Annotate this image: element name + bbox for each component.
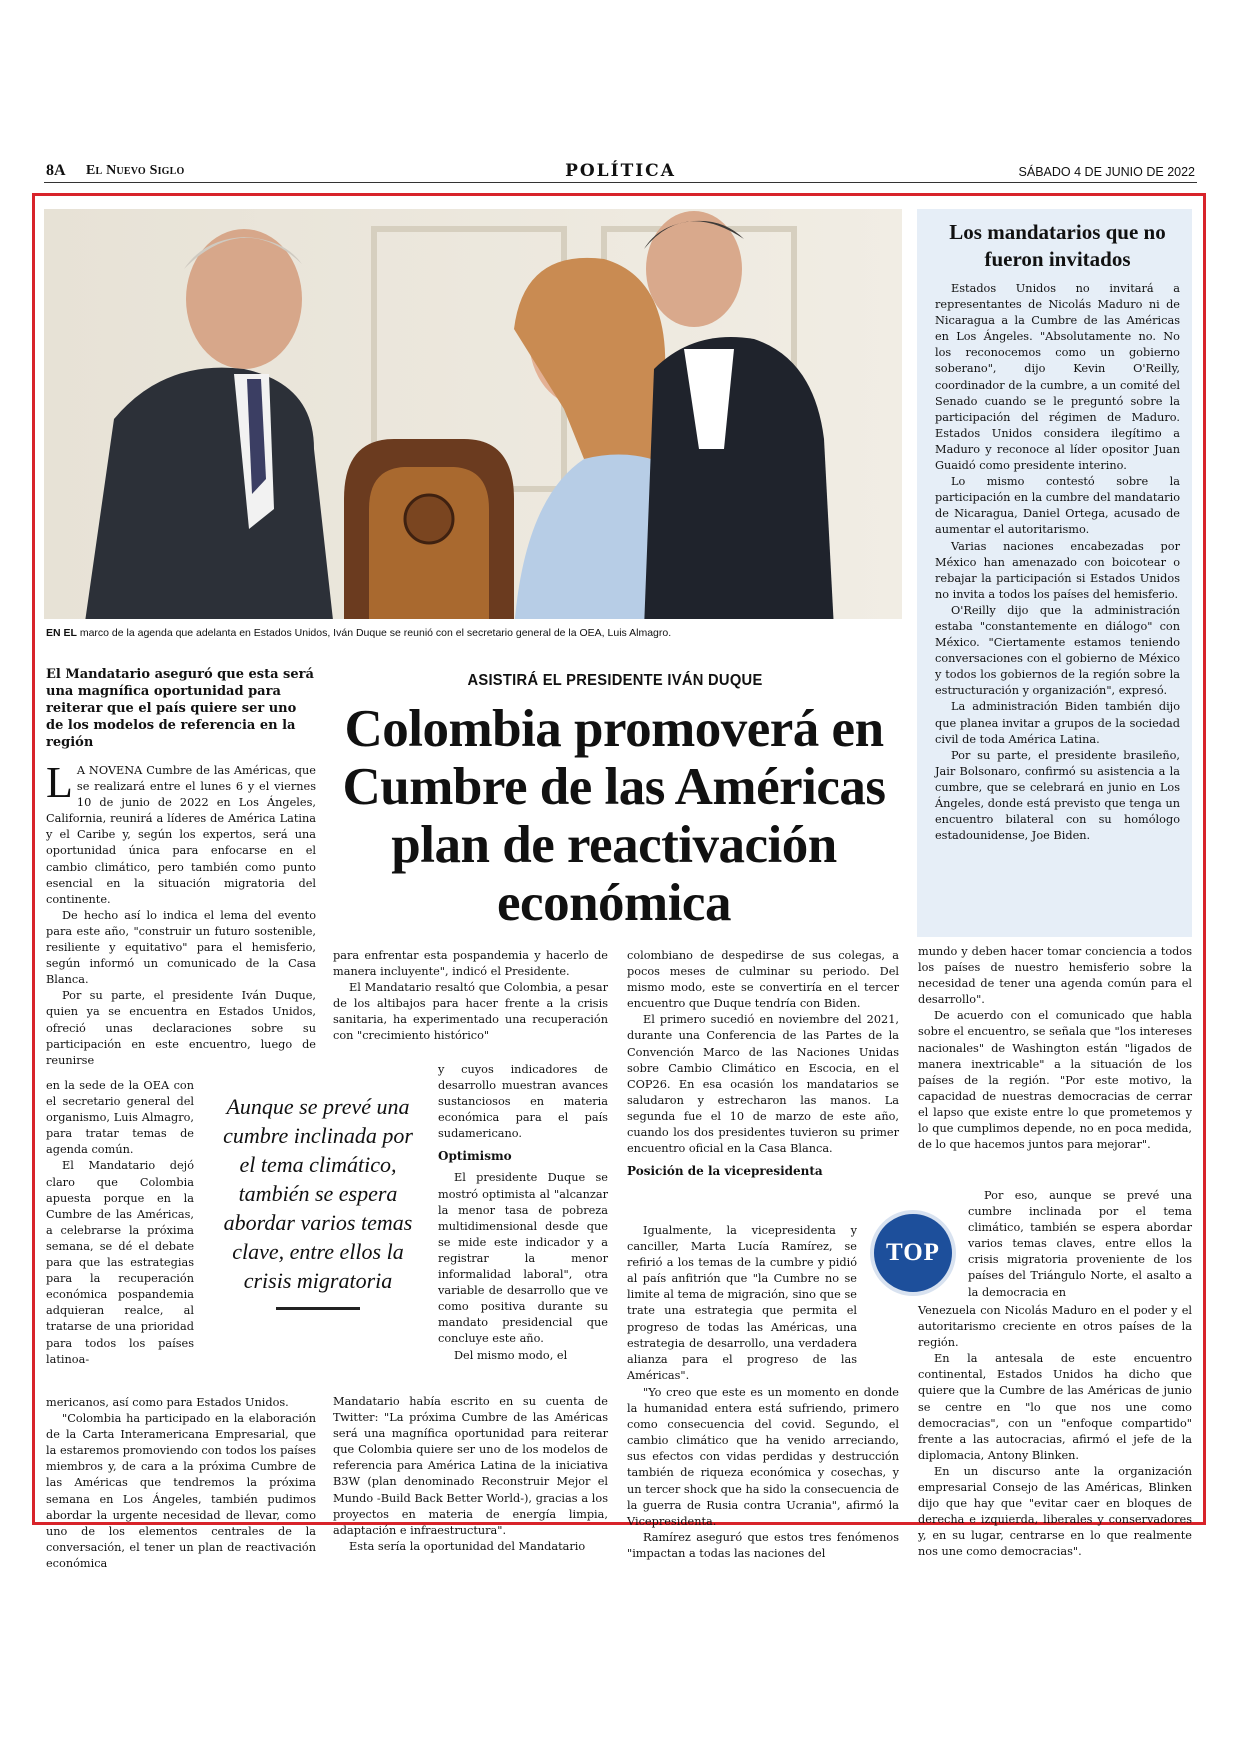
paragraph: colombiano de despedirse de sus colegas, a pocos meses de culminar su periodo. Del mismo modo, este se convertiría en el tercer encuentro que Duque tendría con Biden.	[627, 949, 899, 1011]
pull-quote	[222, 1092, 414, 1310]
column-2-narrow	[438, 1062, 608, 1364]
column-4-top	[918, 944, 1192, 1153]
column-3-top	[627, 948, 899, 1185]
photo-caption	[46, 626, 906, 640]
pull-quote-text: Aunque se prevé una cumbre inclinada por el tema climático, también se espera abordar varios temas clave, entre ellos la crisis migratoria	[223, 1094, 413, 1293]
top-badge: TOP	[870, 1210, 956, 1296]
sidebar-paragraph: Por su parte, el presidente brasileño, Jair Bolsonaro, confirmó su asistencia a la cumbre, que se celebrará en junio en Los Ángeles, donde está previsto que tenga un encuentro bilateral con su homólogo estadounidense, Joe Biden.	[935, 748, 1180, 843]
article-headline: Colombia promoverá en Cumbre de las Américas plan de reactivación económica	[342, 700, 886, 932]
paragraph: En un discurso ante la organización empresarial Consejo de las Américas, Blinken dijo que hay que "evitar caer en bloques de derecha e izquierda, liberales y conservadores y, en su lugar, centrarse en lo que realmente nos une como democracias".	[918, 1464, 1192, 1559]
paragraph: El primero sucedió en noviembre del 2021, durante una Conferencia de las Partes de la Convención Marco de las Naciones Unidas sobre Cambio Climático en Escocia, en el COP26. En esa ocasión los mandatarios se saludaron y estrecharon las manos. La segunda fue el 10 de marzo de este año, cuando los dos presidentes tuvieron su primer encuentro oficial en la Casa Blanca.	[627, 1013, 899, 1156]
sidebar-box	[917, 209, 1192, 937]
sidebar-paragraph: Estados Unidos no invitará a representantes de Nicolás Maduro ni de Nicaragua a la Cumbre de las Américas en Los Ángeles. "Absolutamente no. No los reconocemos como un gobierno soberano", dijo Kevin O'Reilly, coordinador de la cumbre, a un comité del Senado cuando se le preguntó sobre la participación del régimen de Maduro. Estados Unidos considera ilegítimo a Maduro y reconoce al líder opositor Juan Guaidó como presidente interino.	[935, 282, 1180, 473]
paragraph: Venezuela con Nicolás Maduro en el poder y el autoritarismo creciente en otros países de la región.	[918, 1304, 1192, 1350]
paragraph: para enfrentar esta pospandemia y hacerlo de manera incluyente", indicó el Presidente.	[333, 949, 608, 979]
column-3-narrow	[627, 1223, 857, 1384]
paragraph: mundo y deben hacer tomar conciencia a todos los países de nuestro hemisferio sobre la necesidad de tener una agenda común para el desarrollo".	[918, 945, 1192, 1007]
drop-cap: L	[46, 758, 73, 807]
article-kicker: ASISTIRÁ EL PRESIDENTE IVÁN DUQUE	[467, 672, 763, 689]
paragraph: El presidente Duque se mostró optimista al "alcanzar la menor tasa de pobreza multidimensional desde que se mide este indicador y a registrar la menor informalidad laboral", otra variable de desarrollo que ve como positiva durante su mandato presidencial que concluye este año.	[438, 1171, 608, 1346]
column-1-top	[46, 758, 316, 1069]
page-header	[44, 162, 1197, 183]
first-paragraph	[46, 758, 316, 908]
paragraph: Igualmente, la vicepresidenta y canciller, Marta Lucía Ramírez, se refirió a los temas de la cumbre y pidió al país anfitrión que "la Cumbre no se limite al tema de migración, sino que se trate una estrategia que permita el progreso de todas las Américas, una estrategia de desarrollo, una verdadera alianza para el progreso de las Américas".	[627, 1224, 857, 1382]
paragraph: "Colombia ha participado en la elaboración de la Carta Interamericana Empresarial, que la estaremos promoviendo con todos los países miembros y, de cara a la próxima Cumbre de las Américas que tendremos la próxima semana en Los Ángeles, también pudimos abordar la urgente necesidad de llevar, como uno de los elementos centrales de la conversación, el tener un plan de reactivación económica	[46, 1412, 316, 1570]
paragraph: Mandatario había escrito en su cuenta de Twitter: "La próxima Cumbre de las Américas será una magnífica oportunidad para reiterar que Colombia quiere ser uno de los modelos de referencia para América Latina de la iniciativa B3W (plan denominado Reconstruir Mejor el Mundo -Build Back Better World-), gracias a los proyectos en materia de energía limpia, adaptación e infraestructura".	[333, 1395, 608, 1537]
paragraph: De hecho así lo indica el lema del evento para este año, "construir un futuro sostenible, resiliente y equitativo" para el hemisferio, según informó un comunicado de la Casa Blanca.	[46, 908, 316, 987]
paragraph: en la sede de la OEA con el secretario general del organismo, Luis Almagro, para tratar temas de agenda común.	[46, 1079, 194, 1157]
paragraph: En la antesala de este encuentro continental, Estados Unidos ha dicho que quiere que la Cumbre de las Américas de junio se centre en "lo que nos une como democracias", con un "enfoque compartido" frente a las autocracias, afirmó el jefe de la diplomacia, Antony Blinken.	[918, 1352, 1192, 1462]
column-2-bottom	[333, 1394, 608, 1555]
column-1-bottom	[46, 1395, 316, 1572]
issue-date: SÁBADO 4 DE JUNIO DE 2022	[1018, 165, 1195, 179]
sidebar-title: Los mandatarios que no fueron invitados	[949, 220, 1166, 271]
paragraph: De acuerdo con el comunicado que habla sobre el encuentro, se señala que "los intereses nacionales" de Washington están "ligados de manera inextricable" a la situación de los países de la región. "Por este motivo, la capacidad de nuestras democracias de cerrar el lapso que existe entre lo que prometemos y lo que cumplimos depende, no en poca medida, de lo que hacemos juntos para mejorar".	[918, 1009, 1192, 1152]
sidebar-paragraph: Lo mismo contestó sobre la participación en la cumbre del mandatario de Nicaragua, Daniel Ortega, acusado de aumentar el autoritarismo.	[935, 475, 1180, 537]
paragraph: y cuyos indicadores de desarrollo muestran avances sustanciosos en materia económica para el país sudamericano.	[438, 1063, 608, 1141]
column-4-bottom	[918, 1303, 1192, 1561]
paragraph: Por su parte, el presidente Iván Duque, quien ya se encuentra en Estados Unidos, ofreció unas declaraciones sobre su participación en este encuentro, luego de reunirse	[46, 989, 316, 1067]
paragraph: Ramírez aseguró que estos tres fenómenos "impactan a todas las naciones del	[627, 1530, 899, 1560]
section-title: POLÍTICA	[565, 161, 676, 181]
column-2-top	[333, 948, 608, 1045]
column-3-bottom	[627, 1385, 899, 1562]
paragraph: "Yo creo que este es un momento en donde la humanidad entera está sufriendo, primero como consecuencia del covid. Segundo, el cambio climático que ha venido arreciando, sus efectos con vidas perdidas y destrucción también de riqueza económica y cosechas, y un tercer shock que ha sido la consecuencia de la guerra de Rusia contra Ucrania", afirmó la Vicepresidenta.	[627, 1386, 899, 1528]
article-photo	[44, 209, 902, 619]
paragraph: Por eso, aunque se prevé una cumbre inclinada por el tema climático, también se espera abordar varios temas claves, entre ellos la crisis migratoria proveniente de los países del Triángulo Norte, el asalto a la democracia en	[968, 1189, 1192, 1299]
caption-lead: EN EL	[46, 627, 77, 639]
paragraph: El Mandatario dejó claro que Colombia apuesta porque en la Cumbre de las Américas, a celebrarse la próxima semana, se dé el debate para que las estrategias para la recuperación económica pospandemia adquieran realce, al tratarse de una prioridad para todos los países latinoa-	[46, 1159, 194, 1366]
sidebar-paragraph: Varias naciones encabezadas por México han amenazado con boicotear o rebajar la participación si Estados Unidos no invita a todos los países del hemisferio.	[935, 539, 1180, 601]
sidebar-paragraph: La administración Biden también dijo que planea invitar a grupos de la sociedad civil de toda América Latina.	[935, 700, 1180, 746]
paragraph: Esta sería la oportunidad del Mandatario	[349, 1539, 586, 1553]
column-4-narrow	[968, 1188, 1192, 1301]
caption-text: marco de la agenda que adelanta en Estados Unidos, Iván Duque se reunió con el secretario general de la OEA, Luis Almagro.	[76, 627, 672, 639]
subhead-vicepresidenta: Posición de la vicepresidenta	[627, 1164, 823, 1179]
paragraph: Del mismo modo, el	[454, 1348, 568, 1362]
column-1-narrow	[46, 1078, 194, 1368]
pull-quote-rule	[276, 1307, 360, 1310]
paragraph: mericanos, así como para Estados Unidos.	[46, 1396, 289, 1409]
newspaper-name: El Nuevo Siglo	[86, 163, 185, 178]
page-number: 8A	[46, 162, 66, 179]
first-paragraph-text: A NOVENA Cumbre de las Américas, que se realizará entre el lunes 6 y el viernes 10 de junio de 2022 en Los Ángeles, California, reunirá a líderes de América Latina y el Caribe y, según los expertos, será una oportunidad única para enfocarse en el cambio climático, pero también como punto esencial en la situación migratoria del continente.	[46, 764, 316, 906]
sidebar-paragraph: O'Reilly dijo que la administración estaba "constantemente en diálogo" con México. "Ciertamente estamos teniendo conversaciones con el gobierno de México y todos los gobiernos de la región sobre la estructuración y organización", expresó.	[935, 603, 1180, 698]
subhead-optimismo: Optimismo	[438, 1149, 512, 1164]
article-lead: El Mandatario aseguró que esta será una magnífica oportunidad para reiterar que el país quiere ser uno de los modelos de referencia en la región	[46, 667, 314, 750]
paragraph: El Mandatario resaltó que Colombia, a pesar de los altibajos para hacer frente a la crisis sanitaria, ha experimentado una recuperación con "crecimiento histórico"	[333, 981, 608, 1043]
